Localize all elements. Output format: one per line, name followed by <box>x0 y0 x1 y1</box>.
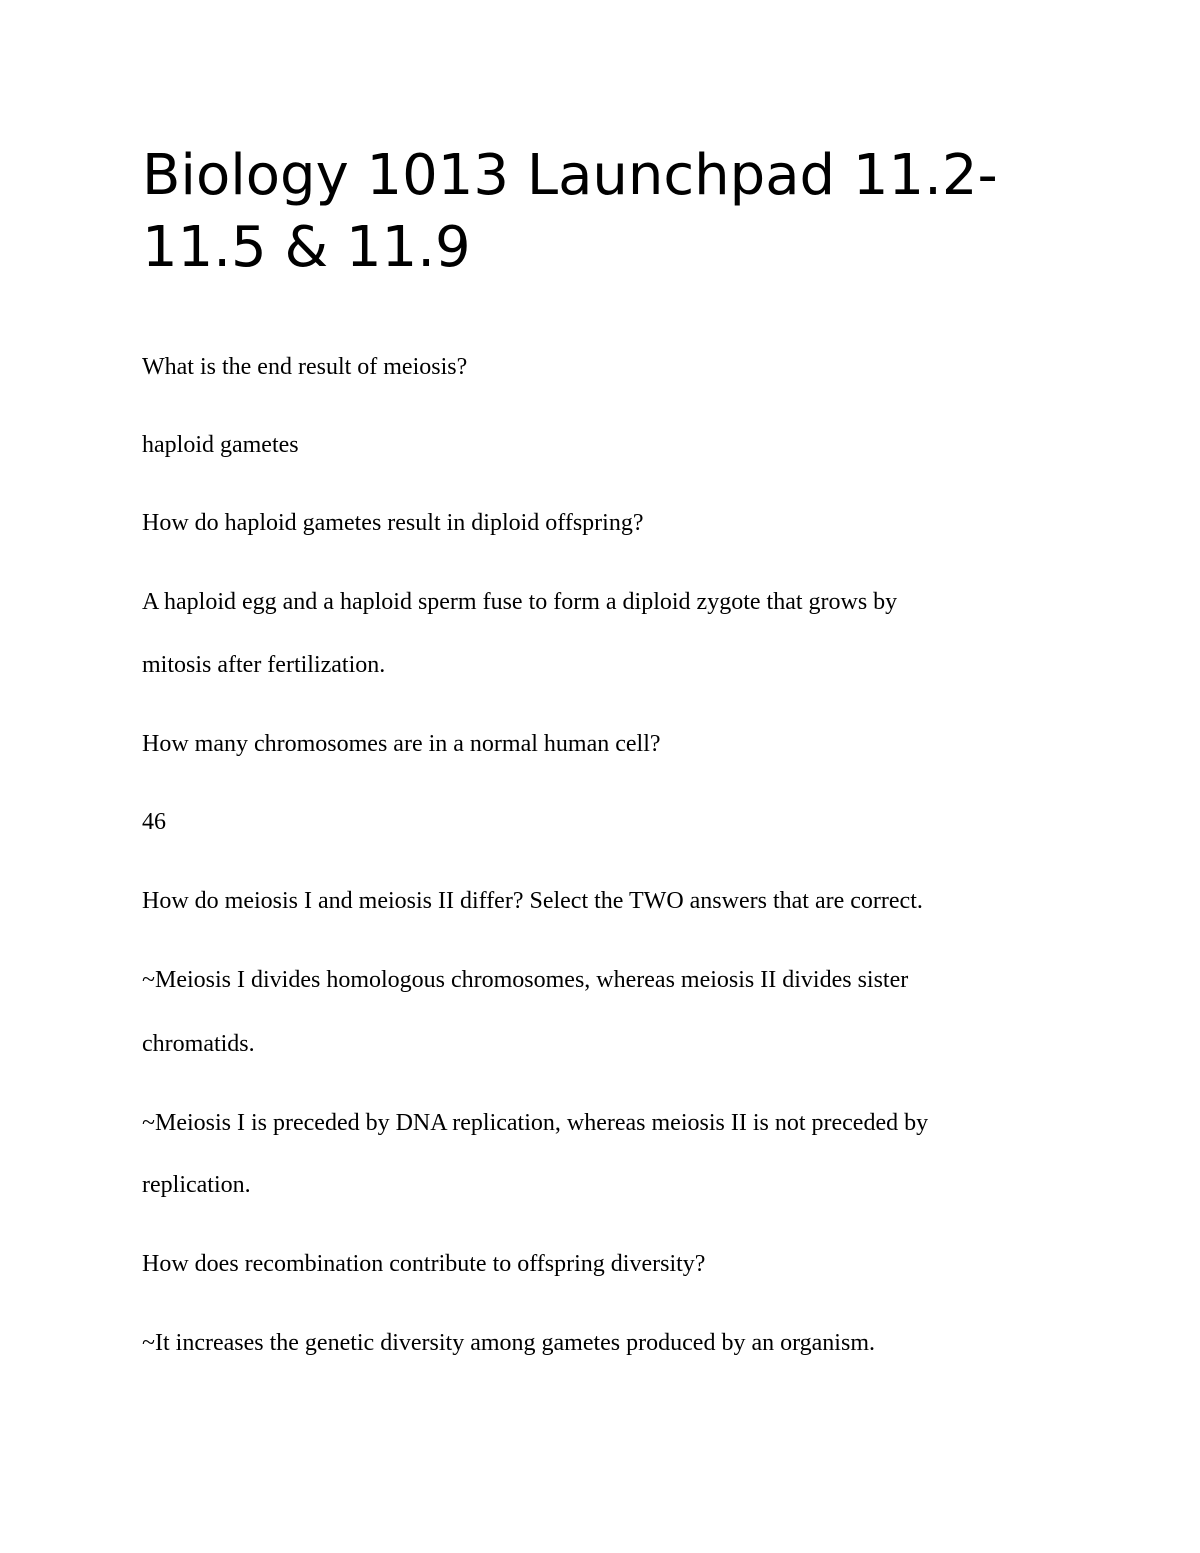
title-line-1: Biology 1013 Launchpad 11.2- <box>142 143 998 208</box>
answer-4a-line-1: ~Meiosis I divides homologous chromosomes, whereas meiosis II divides sister <box>142 967 909 993</box>
answer-2-line-1: A haploid egg and a haploid sperm fuse to form a diploid zygote that grows by <box>142 589 898 615</box>
question-2: How do haploid gametes result in diploid offspring? <box>142 510 644 536</box>
answer-4a-line-2: chromatids. <box>142 1031 255 1057</box>
answer-4b-line-2: replication. <box>142 1172 251 1198</box>
question-4: How do meiosis I and meiosis II differ? Select the TWO answers that are correct. <box>142 888 923 914</box>
answer-4b-line-1: ~Meiosis I is preceded by DNA replication, whereas meiosis II is not preceded by <box>142 1110 929 1136</box>
answer-2-line-2: mitosis after fertilization. <box>142 652 386 678</box>
answer-1: haploid gametes <box>142 432 299 458</box>
question-3: How many chromosomes are in a normal human cell? <box>142 731 661 757</box>
answer-3: 46 <box>142 809 166 835</box>
answer-5: ~It increases the genetic diversity among gametes produced by an organism. <box>142 1330 875 1356</box>
question-1: What is the end result of meiosis? <box>142 354 468 380</box>
title-line-2: 11.5 & 11.9 <box>142 215 471 280</box>
question-5: How does recombination contribute to offspring diversity? <box>142 1251 706 1277</box>
document-title <box>142 140 1042 284</box>
